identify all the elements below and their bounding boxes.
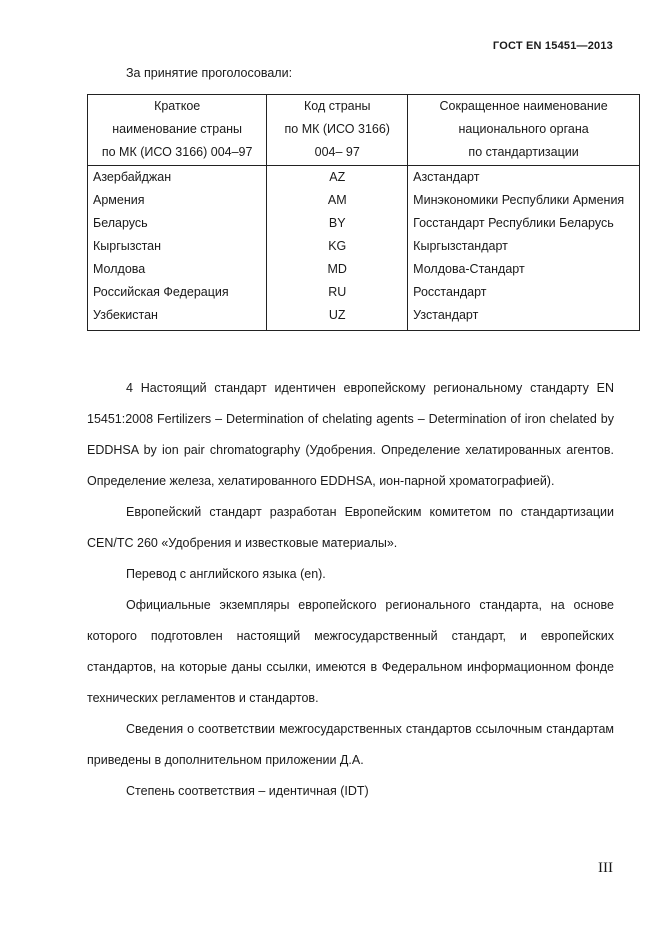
cell-body: Узстандарт bbox=[408, 304, 640, 331]
cell-country: Молдова bbox=[88, 258, 267, 281]
paragraph-developer: Европейский стандарт разработан Европейским комитетом по стандартизации CEN/TC 260 «Удобрения и известковые материалы». bbox=[87, 505, 614, 550]
cell-code: AZ bbox=[267, 166, 408, 190]
cell-code: RU bbox=[267, 281, 408, 304]
cell-body: Молдова-Стандарт bbox=[408, 258, 640, 281]
paragraph-translation: Перевод с английского языка (en). bbox=[126, 567, 326, 581]
cell-code: KG bbox=[267, 235, 408, 258]
table-row bbox=[88, 212, 640, 235]
cell-body: Минэкономики Республики Армения bbox=[408, 189, 640, 212]
cell-body: Госстандарт Республики Беларусь bbox=[408, 212, 640, 235]
cell-code: MD bbox=[267, 258, 408, 281]
paragraph-identity: 4 Настоящий стандарт идентичен европейскому региональному стандарту EN 15451:2008 Fertilizers – Determination of chelating agents – Determination of iron chelated by EDDHSA by ion pair chromatography (Удобрения. Определение хелатированных агентов. Определение железа, хелатированного EDDHSA, ион-парной хроматографией). bbox=[87, 381, 614, 488]
page-number: III bbox=[598, 860, 613, 876]
cell-country: Азербайджан bbox=[88, 166, 267, 190]
table-header-row bbox=[88, 95, 640, 166]
cell-country: Кыргызстан bbox=[88, 235, 267, 258]
cell-body: Азстандарт bbox=[408, 166, 640, 190]
document-code-header: ГОСТ EN 15451—2013 bbox=[492, 40, 613, 52]
header-country: Краткое наименование страны по МК (ИСО 3166) 004–97 bbox=[88, 95, 267, 166]
cell-country: Армения bbox=[88, 189, 267, 212]
header-body: Сокращенное наименование национального органа по стандартизации bbox=[408, 95, 640, 166]
paragraph-degree: Степень соответствия – идентичная (IDT) bbox=[126, 784, 369, 798]
cell-code: BY bbox=[267, 212, 408, 235]
table-row bbox=[88, 189, 640, 212]
table-row bbox=[88, 281, 640, 304]
paragraph-official-copies: Официальные экземпляры европейского регионального стандарта, на основе которого подготовлен настоящий межгосударственный стандарт, и европейских стандартов, на которые даны ссылки, имеются в Федеральном информационном фонде технических регламентов и стандартов. bbox=[87, 598, 614, 705]
cell-body: Росстандарт bbox=[408, 281, 640, 304]
table-row bbox=[88, 258, 640, 281]
cell-country: Беларусь bbox=[88, 212, 267, 235]
cell-country: Узбекистан bbox=[88, 304, 267, 331]
voting-intro: За принятие проголосовали: bbox=[126, 66, 293, 80]
cell-body: Кыргызстандарт bbox=[408, 235, 640, 258]
paragraph-conformity-info: Сведения о соответствии межгосударственных стандартов ссылочным стандартам приведены в дополнительном приложении Д.А. bbox=[87, 722, 614, 767]
table-row bbox=[88, 304, 640, 331]
table-row bbox=[88, 166, 640, 190]
voting-table bbox=[87, 94, 640, 331]
cell-country: Российская Федерация bbox=[88, 281, 267, 304]
header-code: Код страны по МК (ИСО 3166) 004– 97 bbox=[267, 95, 408, 166]
cell-code: UZ bbox=[267, 304, 408, 331]
cell-code: AM bbox=[267, 189, 408, 212]
document-body bbox=[87, 373, 614, 807]
table-row bbox=[88, 235, 640, 258]
